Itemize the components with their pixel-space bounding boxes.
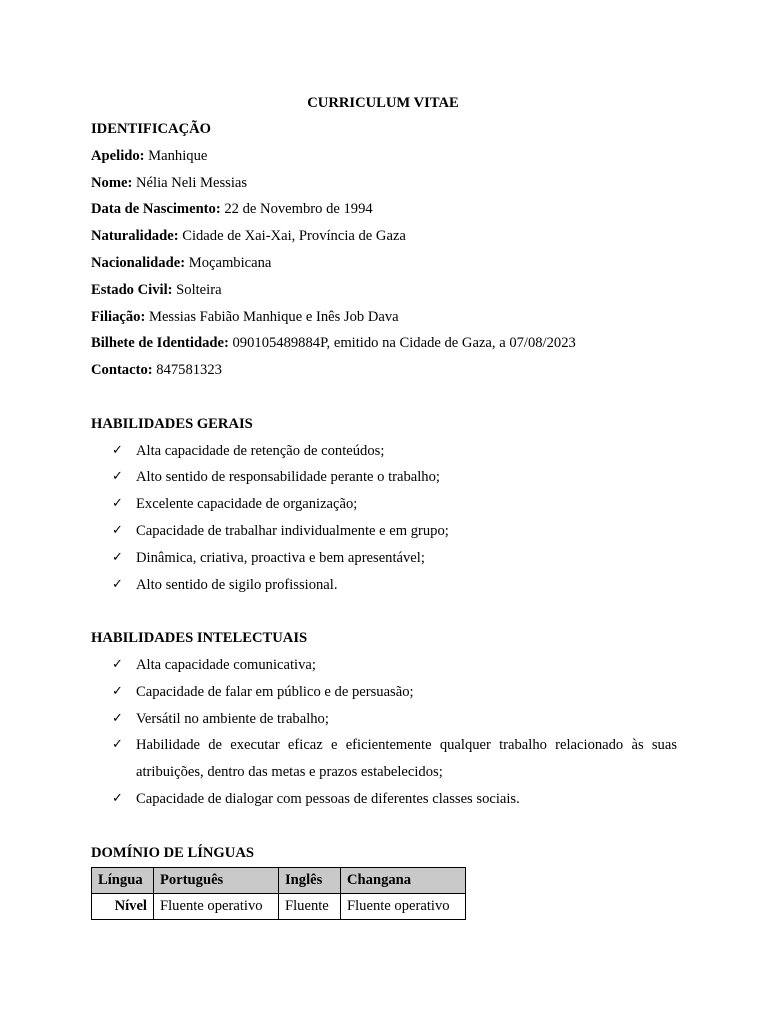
table-header-cell: Língua (92, 868, 154, 894)
field-filiacao (91, 304, 677, 331)
field-apelido (91, 143, 677, 170)
field-value: 090105489884P, emitido na Cidade de Gaza, a 07/08/2023 (232, 335, 576, 352)
list-item (91, 438, 677, 465)
field-label: Nacionalidade: (91, 254, 186, 271)
list-item-text: Alta capacidade comunicativa; (136, 656, 316, 673)
document-title: CURRICULUM VITAE (307, 95, 459, 111)
list-item (91, 545, 677, 572)
field-label: Bilhete de Identidade: (91, 335, 229, 352)
cv-page (91, 90, 677, 920)
section-heading-habilidades-gerais: HABILIDADES GERAIS (91, 415, 253, 432)
habilidades-intelectuais-list (91, 652, 677, 813)
check-icon: ✓ (112, 549, 123, 565)
check-icon: ✓ (112, 576, 123, 592)
check-icon: ✓ (112, 656, 123, 672)
list-item-text: Alto sentido de responsabilidade perante o trabalho; (136, 469, 440, 486)
habilidades-gerais-list (91, 438, 677, 599)
table-cell: Fluente operativo (154, 894, 279, 920)
field-value: 847581323 (156, 362, 222, 379)
list-item (91, 732, 677, 786)
section-heading-identificacao: IDENTIFICAÇÃO (91, 121, 212, 137)
list-item (91, 464, 677, 491)
spacer (91, 598, 677, 625)
list-item-text: Habilidade de executar eficaz e eficientemente qualquer trabalho relacionado às suas atribuições, dentro das metas e prazos estabelecidos; (136, 737, 677, 781)
spacer (91, 813, 677, 840)
field-value: Moçambicana (188, 254, 272, 271)
list-item-text: Capacidade de trabalhar individualmente e em grupo; (136, 522, 449, 539)
field-label: Contacto: (91, 362, 153, 379)
section-heading-habilidades-intelectuais: HABILIDADES INTELECTUAIS (91, 630, 308, 647)
field-label: Naturalidade: (91, 228, 179, 245)
spacer (91, 384, 677, 411)
list-item-text: Alta capacidade de retenção de conteúdos; (136, 442, 385, 459)
section-heading-dominio-linguas: DOMÍNIO DE LÍNGUAS (91, 844, 254, 861)
field-nacionalidade (91, 250, 677, 277)
list-item-text: Alto sentido de sigilo profissional. (136, 576, 338, 593)
field-value: Solteira (176, 281, 222, 298)
list-item (91, 679, 677, 706)
table-row (92, 894, 466, 920)
table-cell: Fluente operativo (341, 894, 466, 920)
list-item (91, 491, 677, 518)
list-item (91, 786, 677, 813)
field-value: Manhique (148, 147, 208, 164)
list-item (91, 652, 677, 679)
list-item (91, 518, 677, 545)
field-value: 22 de Novembro de 1994 (224, 201, 373, 218)
check-icon: ✓ (112, 683, 123, 699)
field-nome (91, 170, 677, 197)
table-header-cell: Português (154, 868, 279, 894)
check-icon: ✓ (112, 737, 123, 753)
field-label: Estado Civil: (91, 281, 173, 298)
table-row-header-cell: Nível (92, 894, 154, 920)
field-bilhete-identidade (91, 330, 677, 357)
identification-fields (91, 143, 677, 384)
field-contacto (91, 357, 677, 384)
table-cell: Fluente (279, 894, 341, 920)
list-item (91, 572, 677, 599)
field-value: Cidade de Xai-Xai, Província de Gaza (182, 228, 406, 245)
languages-table (91, 867, 466, 920)
field-label: Filiação: (91, 308, 146, 325)
field-value: Nélia Neli Messias (136, 174, 248, 191)
table-header-cell: Inglês (279, 868, 341, 894)
list-item-text: Versátil no ambiente de trabalho; (136, 710, 329, 727)
list-item-text: Excelente capacidade de organização; (136, 496, 358, 513)
field-label: Nome: (91, 174, 133, 191)
check-icon: ✓ (112, 469, 123, 485)
check-icon: ✓ (112, 496, 123, 512)
list-item (91, 706, 677, 733)
field-data-nascimento (91, 196, 677, 223)
field-label: Data de Nascimento: (91, 201, 221, 218)
check-icon: ✓ (112, 710, 123, 726)
field-estado-civil (91, 277, 677, 304)
field-label: Apelido: (91, 147, 145, 164)
check-icon: ✓ (112, 790, 123, 806)
list-item-text: Capacidade de dialogar com pessoas de diferentes classes sociais. (136, 790, 520, 807)
list-item-text: Capacidade de falar em público e de persuasão; (136, 683, 414, 700)
list-item-text: Dinâmica, criativa, proactiva e bem apresentável; (136, 549, 425, 566)
field-naturalidade (91, 223, 677, 250)
field-value: Messias Fabião Manhique e Inês Job Dava (148, 308, 399, 325)
table-header-row (92, 868, 466, 894)
check-icon: ✓ (112, 442, 123, 458)
check-icon: ✓ (112, 522, 123, 538)
table-header-cell: Changana (341, 868, 466, 894)
